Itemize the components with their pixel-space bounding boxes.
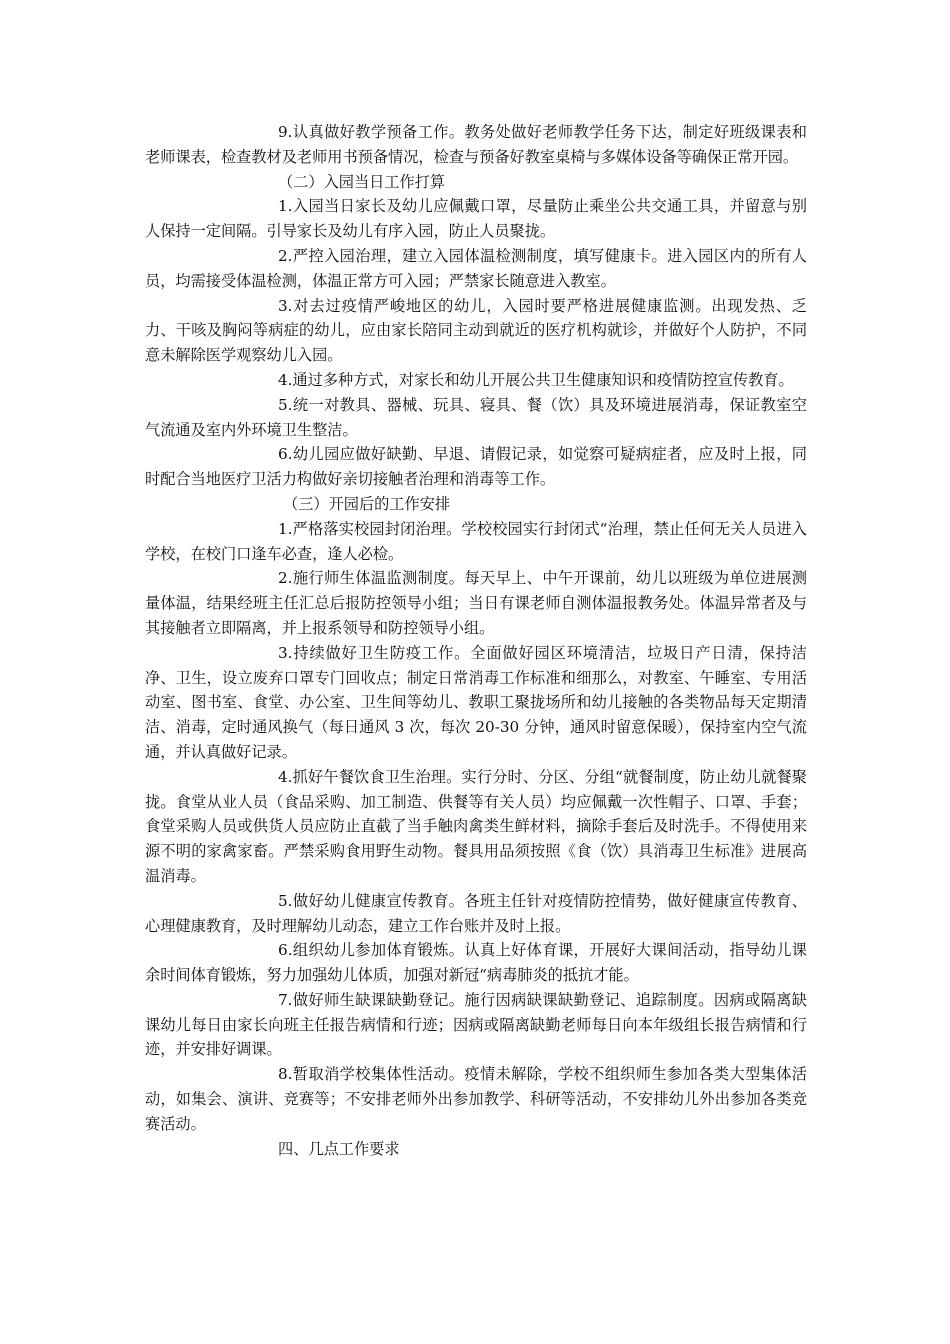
document-body bbox=[145, 120, 807, 1161]
paragraph-item-5-disinfection: 5.统一对教具、器械、玩具、寝具、餐（饮）具及环境进展消毒，保证教室空气流通及室内外环境卫生整洁。 bbox=[145, 395, 807, 439]
paragraph-item-2-entry-control: 2.严控入园治理，建立入园体温检测制度，填写健康卡。进入园区内的所有人员，均需接受体温检测，体温正常方可入园；严禁家长随意进入教室。 bbox=[145, 246, 807, 290]
paragraph-item-3-health-monitoring: 3.对去过疫情严峻地区的幼儿，入园时要严格进展健康监测。出现发热、乏力、干咳及胸闷等病症的幼儿，应由家长陪同主动到就近的医疗机构就诊，并做好个人防护，不同意未解除医学观察幼儿入园。 bbox=[145, 296, 807, 365]
paragraph-item-4-food-safety: 4.抓好午餐饮食卫生治理。实行分时、分区、分组“就餐制度，防止幼儿就餐聚拢。食堂从业人员（食品采购、加工制造、供餐等有关人员）均应佩戴一次性帽子、口罩、手套；食堂采购人员或供货人员应防止直截了当手触肉禽类生鲜材料，摘除手套后及时洗手。不得使用来源不明的家禽家畜。严禁采购食用野生动物。餐具用品须按照《食（饮）具消毒卫生标准》进展高温消毒。 bbox=[145, 767, 807, 885]
paragraph-item-8-cancel-activities: 8.暂取消学校集体性活动。疫情未解除，学校不组织师生参加各类大型集体活动，如集会、演讲、竞赛等；不安排老师外出参加教学、科研等活动，不安排幼儿外出参加各类竞赛活动。 bbox=[145, 1065, 807, 1133]
section-heading-after-opening: （三）开园后的工作安排 bbox=[283, 494, 451, 513]
paragraph-item-1-closed-management: 1.严格落实校园封闭治理。学校校园实行封闭式“治理，禁止任何无关人员进入学校，在校门口逢车必查，逢人必检。 bbox=[145, 519, 807, 563]
paragraph-item-1-masks: 1.入园当日家长及幼儿应佩戴口罩，尽量防止乘坐公共交通工具，并留意与别人保持一定间隔。引导家长及幼儿有序入园，防止人员聚拢。 bbox=[145, 197, 807, 241]
paragraph-item-5-health-education: 5.做好幼儿健康宣传教育。各班主任针对疫情防控情势，做好健康宣传教育、心理健康教育，及时理解幼儿动态，建立工作台账并及时上报。 bbox=[145, 891, 807, 935]
section-heading-requirements: 四、几点工作要求 bbox=[278, 1139, 400, 1158]
section-heading-entry-day: （二）入园当日工作打算 bbox=[278, 172, 446, 191]
paragraph-item-4-publicity: 4.通过多种方式，对家长和幼儿开展公共卫生健康知识和疫情防控宣传教育。 bbox=[278, 370, 794, 389]
paragraph-item-3-hygiene: 3.持续做好卫生防疫工作。全面做好园区环境清洁，垃圾日产日清，保持洁净、卫生，设立废弃口罩专门回收点；制定日常消毒工作标准和细那么，对教室、午睡室、专用活动室、图书室、食堂、办公室、卫生间等幼儿、教职工聚拢场所和幼儿接触的各类物品每天定期清洁、消毒，定时通风换气（每日通风 3 次，每次 20-30 分钟，通风时留意保暖），保持室内空气流通，并认真做好记录。 bbox=[145, 643, 807, 761]
paragraph-item-7-absence-registration: 7.做好师生缺课缺勤登记。施行因病缺课缺勤登记、追踪制度。因病或隔离缺课幼儿每日由家长向班主任报告病情和行迹；因病或隔离缺勤老师每日向本年级组长报告病情和行迹，并安排好调课。 bbox=[145, 990, 807, 1059]
paragraph-item-2-temperature: 2.施行师生体温监测制度。每天早上、中午开课前，幼儿以班级为单位进展测量体温，结果经班主任汇总后报防控领导小组；当日有课老师自测体温报教务处。体温异常者及与其接触者立即隔离，并上报系领导和防控领导小组。 bbox=[145, 569, 807, 637]
paragraph-item-9-preparation: 9.认真做好教学预备工作。教务处做好老师教学任务下达，制定好班级课表和老师课表，检查教材及老师用书预备情况，检查与预备好教室桌椅与多媒体设备等确保正常开园。 bbox=[145, 123, 807, 166]
paragraph-item-6-physical-exercise: 6.组织幼儿参加体育锻炼。认真上好体育课，开展好大课间活动，指导幼儿课余时间体育锻炼，努力加强幼儿体质，加强对新冠“病毒肺炎的抵抗才能。 bbox=[145, 941, 807, 985]
paragraph-item-6-attendance: 6.幼儿园应做好缺勤、早退、请假记录，如觉察可疑病症者，应及时上报，同时配合当地医疗卫活力构做好亲切接触者治理和消毒等工作。 bbox=[145, 445, 807, 489]
